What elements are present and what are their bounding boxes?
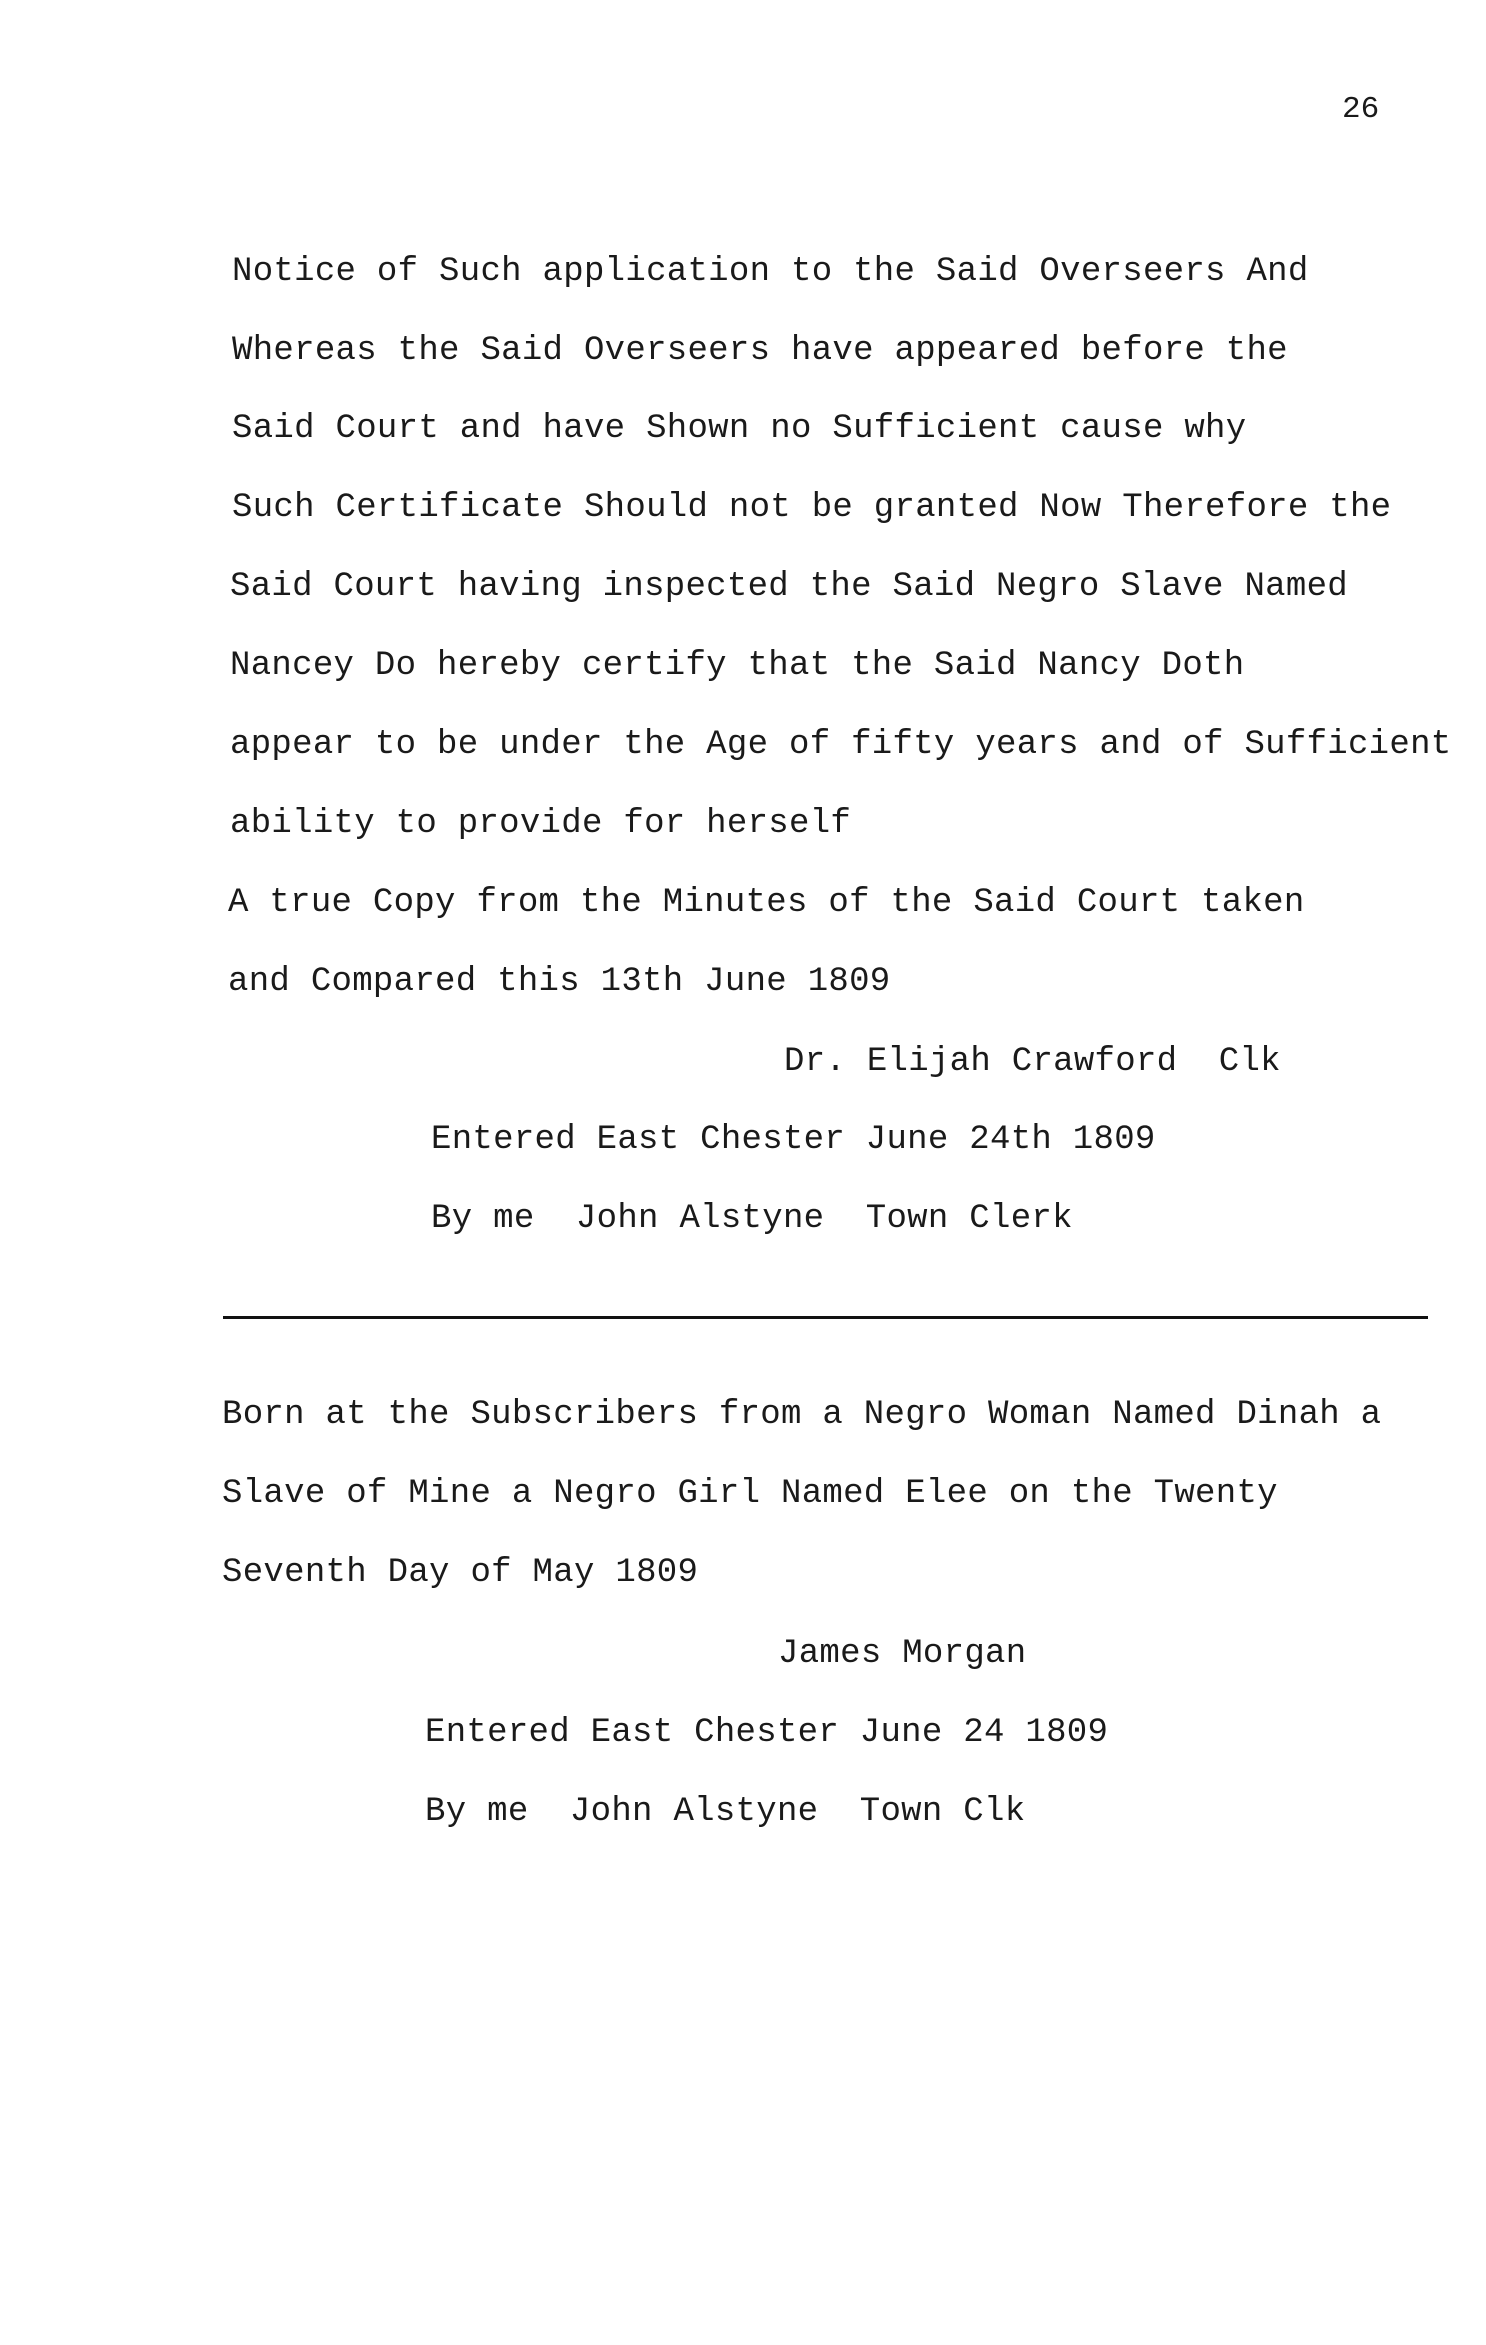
divider-rule bbox=[223, 1316, 1428, 1319]
entry-2-line: Seventh Day of May 1809 bbox=[222, 1554, 699, 1592]
entry-1-line: Nancey Do hereby certify that the Said Nancy Doth bbox=[230, 647, 1245, 685]
entry-2-entered: Entered East Chester June 24 1809 bbox=[425, 1714, 1109, 1752]
entry-1-line: A true Copy from the Minutes of the Said Court taken bbox=[228, 884, 1305, 922]
entry-1-line: Such Certificate Should not be granted Now Therefore the bbox=[232, 489, 1392, 527]
entry-1-line: Said Court and have Shown no Sufficient cause why bbox=[232, 410, 1247, 448]
entry-1-by-me: By me John Alstyne Town Clerk bbox=[431, 1200, 1073, 1238]
entry-2-line: Born at the Subscribers from a Negro Woman Named Dinah a bbox=[222, 1396, 1382, 1434]
entry-2-signature: James Morgan bbox=[778, 1635, 1027, 1673]
entry-2-by-me: By me John Alstyne Town Clk bbox=[425, 1793, 1026, 1831]
entry-1-line: appear to be under the Age of fifty years and of Sufficient bbox=[230, 726, 1452, 764]
entry-1-line: Said Court having inspected the Said Negro Slave Named bbox=[230, 568, 1348, 606]
entry-1-line: ability to provide for herself bbox=[230, 805, 852, 843]
entry-1-line: Whereas the Said Overseers have appeared before the bbox=[232, 332, 1288, 370]
entry-1-signature: Dr. Elijah Crawford Clk bbox=[784, 1043, 1281, 1081]
page-number: 26 bbox=[1342, 92, 1380, 127]
entry-1-line: and Compared this 13th June 1809 bbox=[228, 963, 891, 1001]
entry-1-entered: Entered East Chester June 24th 1809 bbox=[431, 1121, 1156, 1159]
entry-2-line: Slave of Mine a Negro Girl Named Elee on the Twenty bbox=[222, 1475, 1278, 1513]
entry-1-line: Notice of Such application to the Said Overseers And bbox=[232, 253, 1309, 291]
